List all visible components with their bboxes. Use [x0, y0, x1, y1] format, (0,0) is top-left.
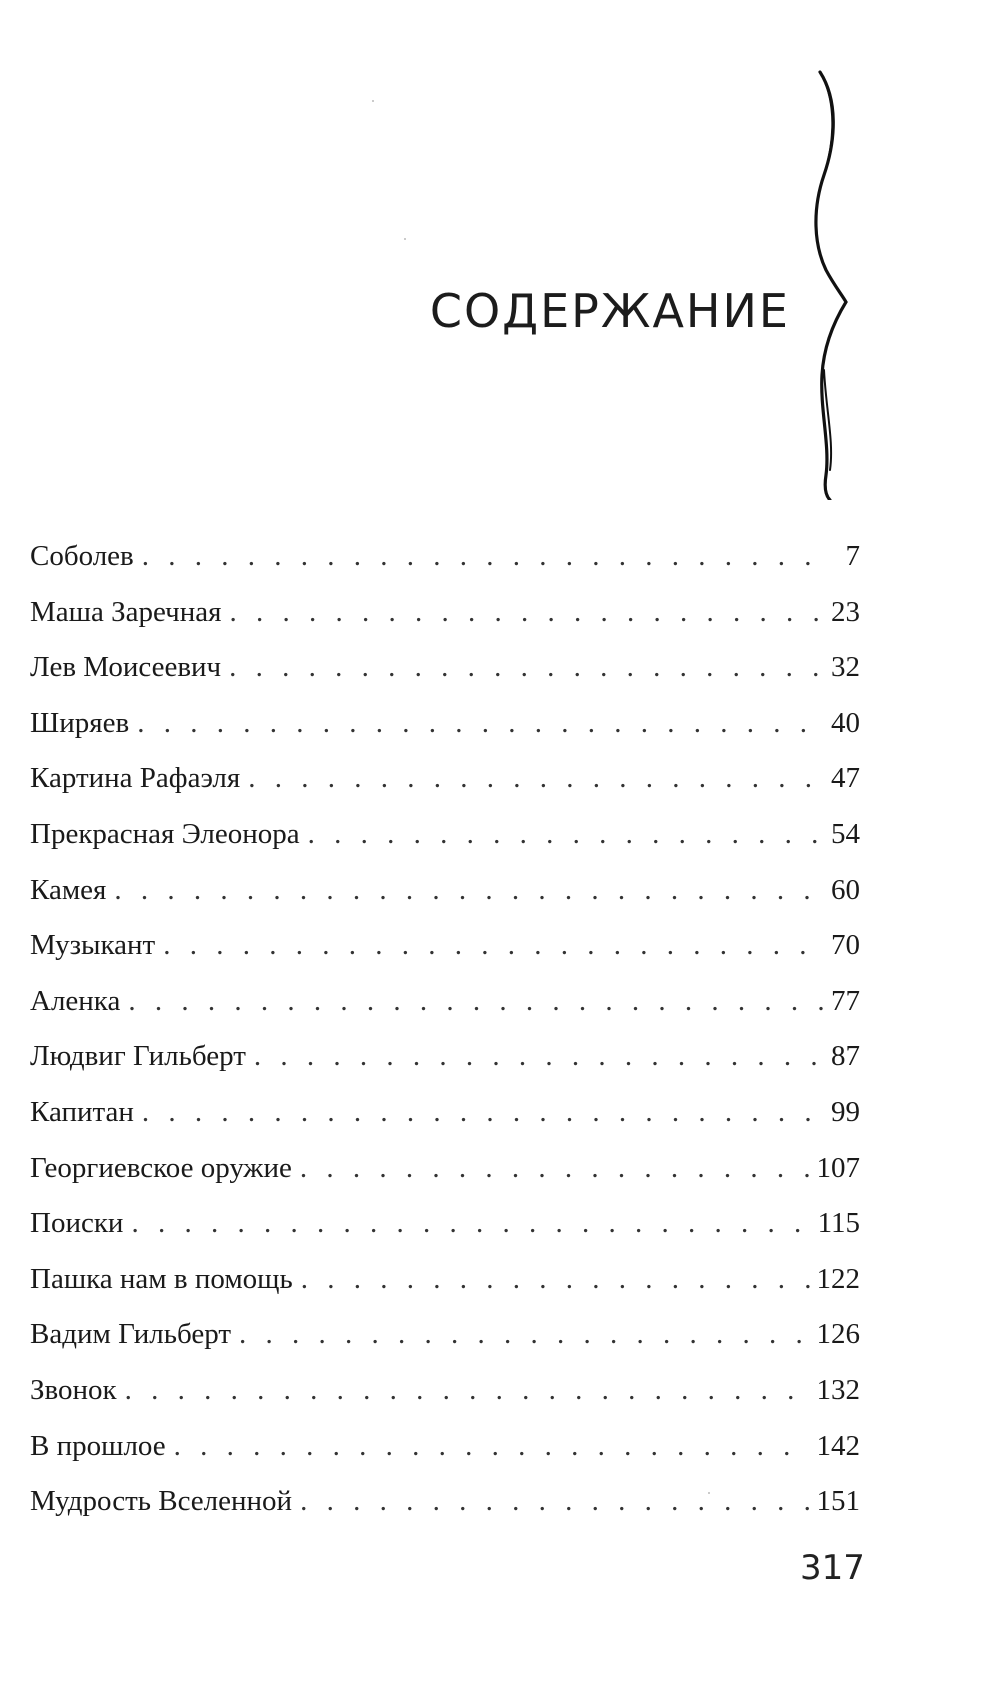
toc-entry-page: 142	[816, 1429, 860, 1462]
toc-entry[interactable]	[30, 1485, 860, 1541]
toc-entry-title: Вадим Гильберт	[30, 1318, 232, 1351]
dot-leader	[229, 596, 825, 629]
toc-entry[interactable]	[30, 1207, 860, 1263]
dot-leader	[114, 874, 825, 907]
toc-entry-title: В прошлое	[30, 1429, 166, 1462]
toc-entry-title: Поиски	[30, 1207, 124, 1240]
dot-leader	[300, 1485, 810, 1518]
page-title: СОДЕРЖАНИЕ	[429, 284, 790, 338]
toc-entry[interactable]	[30, 596, 860, 652]
toc-entry-title: Капитан	[30, 1095, 134, 1128]
toc-entry-title: Георгиевское оружие	[30, 1151, 292, 1184]
toc-entry[interactable]	[30, 540, 860, 596]
toc-entry[interactable]	[30, 707, 860, 763]
dot-leader	[239, 1318, 810, 1351]
toc-entry[interactable]	[30, 1374, 860, 1430]
toc-entry-page: 132	[816, 1373, 860, 1406]
dot-leader	[131, 1207, 811, 1240]
dot-leader	[137, 707, 825, 740]
toc-entry-title: Лев Моисеевич	[30, 651, 222, 684]
toc-entry[interactable]	[30, 651, 860, 707]
dot-leader	[128, 985, 825, 1018]
paper-speck	[404, 238, 406, 240]
toc-entry-page: 23	[831, 595, 860, 628]
toc-entry-title: Маша Заречная	[30, 595, 222, 628]
dot-leader	[308, 818, 825, 851]
toc-entry[interactable]	[30, 1152, 860, 1208]
toc-entry-page: 87	[831, 1040, 860, 1073]
page-number: 317	[800, 1548, 865, 1588]
toc-entry-title: Пашка нам в помощь	[30, 1262, 293, 1295]
toc-entry-title: Соболев	[30, 540, 134, 572]
toc-entry-title: Музыкант	[30, 929, 156, 962]
toc-entry-title: Прекрасная Элеонора	[30, 817, 300, 850]
toc-entry-page: 40	[831, 706, 860, 739]
toc-entry[interactable]	[30, 818, 860, 874]
dot-leader	[125, 1374, 811, 1407]
toc-entry[interactable]	[30, 1040, 860, 1096]
toc-entry-page: 115	[817, 1207, 860, 1240]
toc-entry[interactable]	[30, 929, 860, 985]
toc-entry-page: 126	[816, 1318, 860, 1351]
toc-entry[interactable]	[30, 874, 860, 930]
toc-entry-page: 47	[831, 762, 860, 795]
toc-entry[interactable]	[30, 1318, 860, 1374]
dot-leader	[174, 1430, 811, 1463]
toc-entry-page: 7	[845, 540, 860, 572]
toc-entry-page: 77	[831, 984, 860, 1017]
toc-entry[interactable]	[30, 985, 860, 1041]
dot-leader	[229, 651, 825, 684]
dot-leader	[300, 1152, 811, 1185]
toc-entry[interactable]	[30, 1263, 860, 1319]
swash-bracket-icon	[812, 70, 872, 500]
toc-entry-title: Ширяев	[30, 706, 130, 739]
toc-entry-title: Людвиг Гильберт	[30, 1040, 246, 1073]
dot-leader	[301, 1263, 811, 1296]
toc-entry[interactable]	[30, 1096, 860, 1152]
dot-leader	[142, 1096, 825, 1129]
toc-entry-title: Камея	[30, 873, 107, 906]
toc-entry-title: Картина Рафаэля	[30, 762, 241, 795]
dot-leader	[254, 1040, 825, 1073]
dot-leader	[163, 929, 825, 962]
toc-entry[interactable]	[30, 762, 860, 818]
toc-entry-page: 32	[831, 651, 860, 684]
toc-entry-page: 151	[816, 1485, 860, 1518]
toc-entry-page: 70	[831, 929, 860, 962]
paper-speck	[372, 100, 374, 102]
toc-entry-page: 107	[816, 1151, 860, 1184]
toc-entry-page: 54	[831, 817, 860, 850]
dot-leader	[142, 540, 832, 573]
toc-entry[interactable]	[30, 1430, 860, 1486]
table-of-contents	[30, 540, 860, 1541]
toc-entry-title: Аленка	[30, 984, 121, 1017]
toc-entry-page: 60	[831, 873, 860, 906]
toc-entry-page: 122	[816, 1262, 860, 1295]
toc-entry-title: Звонок	[30, 1373, 117, 1406]
toc-entry-page: 99	[831, 1095, 860, 1128]
toc-entry-title: Мудрость Вселенной	[30, 1485, 293, 1518]
dot-leader	[248, 762, 825, 795]
